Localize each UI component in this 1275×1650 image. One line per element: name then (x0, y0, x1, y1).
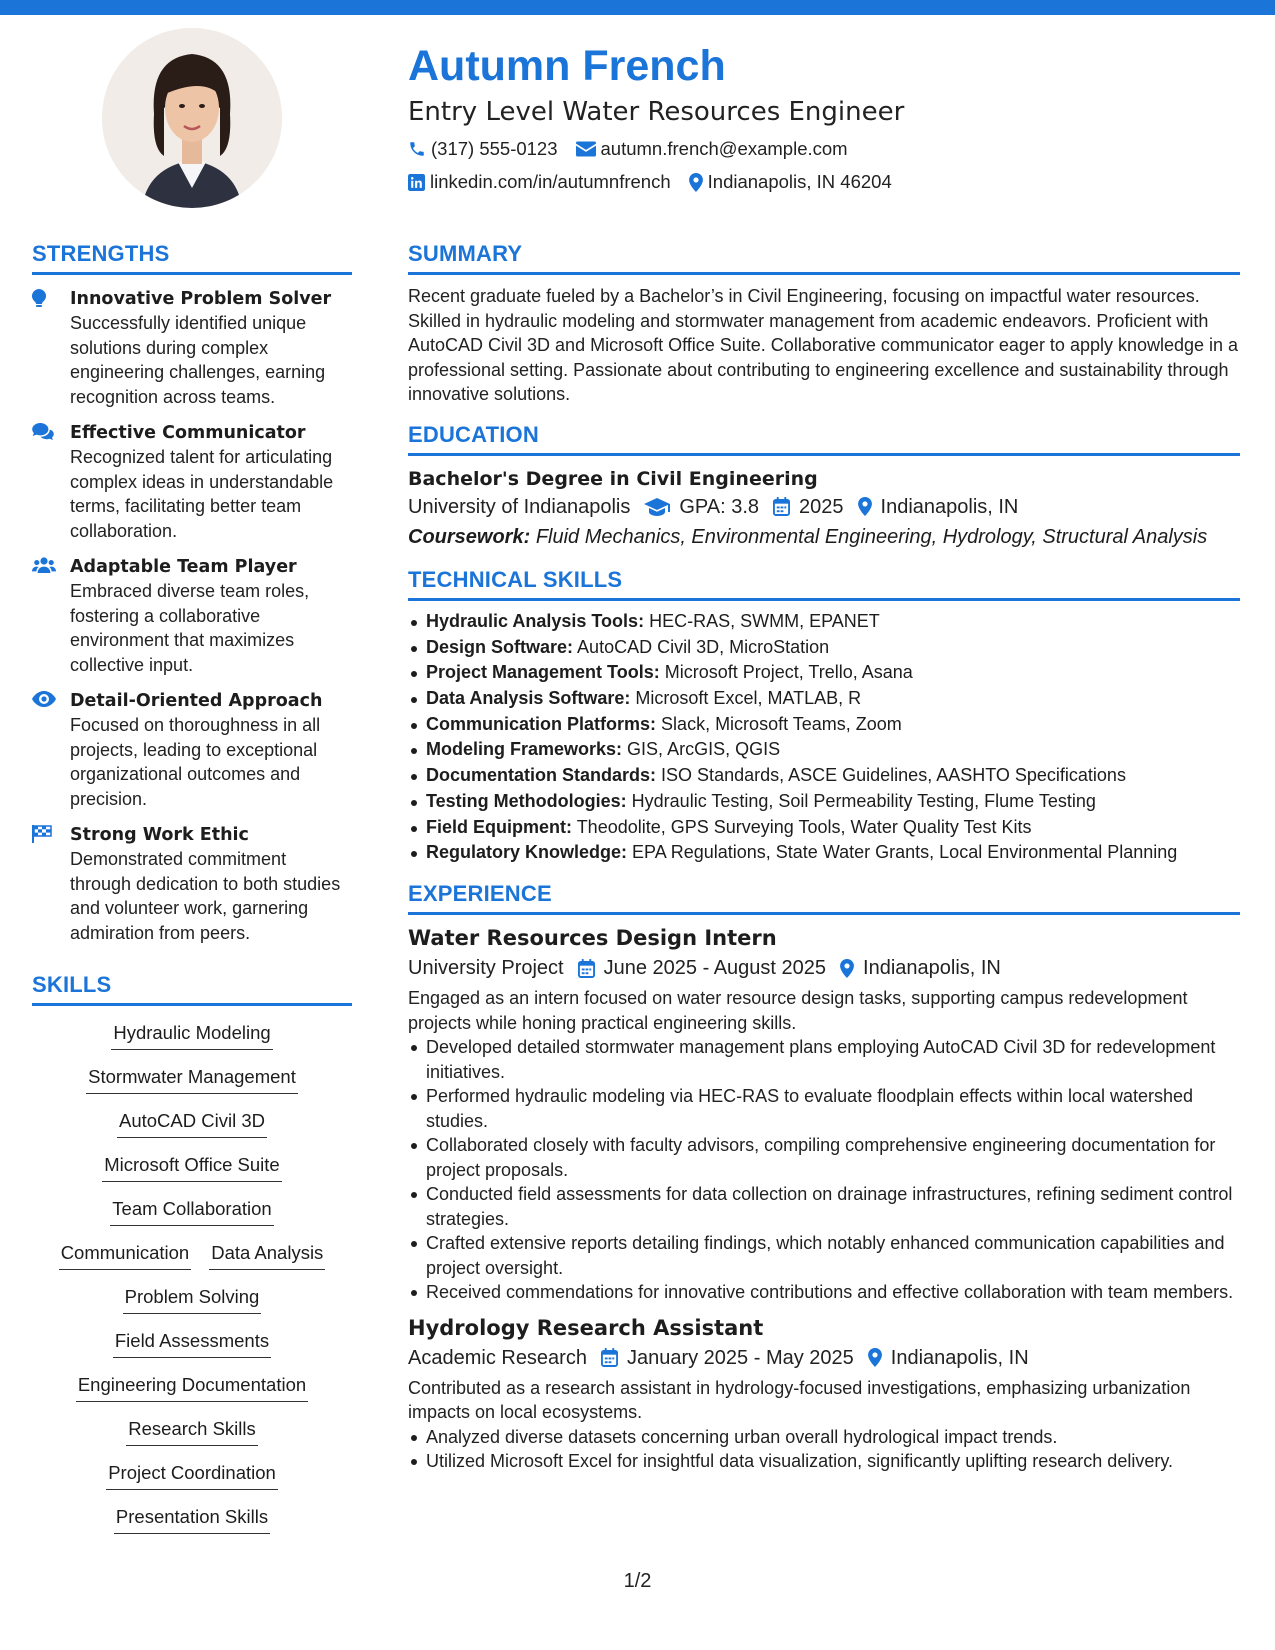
contact-row-1 (408, 136, 1248, 162)
tech-skill-value: AutoCAD Civil 3D, MicroStation (577, 636, 830, 657)
tech-skill-value: GIS, ArcGIS, QGIS (627, 739, 781, 760)
job-entry (408, 1313, 1240, 1474)
list-item (408, 815, 1240, 841)
coursework-text: Fluid Mechanics, Environmental Engineering, Hydrology, Structural Analysis (535, 525, 1208, 548)
education-degree: Bachelor's Degree in Civil Engineering (408, 467, 818, 490)
email-contact[interactable] (576, 138, 848, 160)
flag-checkered-icon (32, 825, 52, 843)
tech-skill-label: Design Software: (426, 636, 574, 657)
calendar-icon (601, 1348, 618, 1367)
education-location: Indianapolis, IN (880, 495, 1019, 518)
skill-tag: Presentation Skills (114, 1504, 270, 1534)
strength-title: Effective Communicator (70, 423, 306, 443)
list-item (408, 660, 1240, 686)
strength-desc: Recognized talent for articulating complex ideas in understandable terms, facilitating better team collaboration. (70, 447, 334, 541)
tech-skill-label: Documentation Standards: (426, 765, 657, 786)
education-meta (408, 492, 1240, 522)
tech-skill-label: Modeling Frameworks: (426, 739, 623, 760)
linkedin-contact[interactable] (408, 171, 671, 193)
skill-tag: Data Analysis (209, 1240, 325, 1270)
strength-item (32, 287, 352, 409)
map-marker-icon (689, 173, 703, 192)
coursework-label: Coursework: (408, 525, 531, 548)
tech-skill-value: Hydraulic Testing, Soil Permeability Testing, Flume Testing (631, 790, 1096, 811)
candidate-name: Autumn French (408, 42, 726, 90)
candidate-title: Entry Level Water Resources Engineer (408, 97, 905, 127)
list-item: Performed hydraulic modeling via HEC-RAS to evaluate floodplain effects within local watershed studies. (408, 1084, 1240, 1133)
job-bullets (408, 1425, 1240, 1474)
strength-desc: Demonstrated commitment through dedication to both studies and volunteer work, garnering admiration from peers. (70, 849, 341, 943)
skill-tag: AutoCAD Civil 3D (117, 1108, 267, 1138)
job-dates: June 2025 - August 2025 (603, 957, 827, 979)
map-marker-icon (840, 959, 854, 978)
graduation-cap-icon (644, 498, 670, 516)
strength-item (32, 421, 352, 543)
strength-item (32, 689, 352, 811)
strength-title: Innovative Problem Solver (70, 289, 332, 309)
list-item: Crafted extensive reports detailing findings, which notably enhanced communication capabilities and project oversight. (408, 1231, 1240, 1280)
education-heading: EDUCATION (408, 421, 1240, 456)
strength-desc: Embraced diverse team roles, fostering a collaborative environment that maximizes collective input. (70, 581, 310, 675)
top-accent-bar (0, 0, 1275, 15)
email-text: autumn.french@example.com (600, 138, 848, 159)
technical-skills-heading: TECHNICAL SKILLS (408, 566, 1240, 601)
phone-text: (317) 555-0123 (431, 138, 558, 159)
education-school: University of Indianapolis (408, 495, 631, 518)
list-item (408, 635, 1240, 661)
job-meta (408, 953, 1240, 983)
skill-tag: Engineering Documentation (76, 1372, 308, 1402)
job-org: University Project (408, 957, 564, 979)
skill-tag: Hydraulic Modeling (111, 1020, 272, 1050)
phone-icon (408, 140, 426, 158)
sidebar (32, 240, 352, 1538)
job-title: Water Resources Design Intern (408, 926, 777, 950)
job-location: Indianapolis, IN (890, 1346, 1029, 1369)
list-item (408, 737, 1240, 763)
comments-icon (32, 423, 54, 441)
map-marker-icon (858, 497, 872, 516)
tech-skill-value: ISO Standards, ASCE Guidelines, AASHTO Specifications (661, 765, 1126, 786)
lightbulb-icon (32, 289, 46, 309)
tech-skill-value: Microsoft Excel, MATLAB, R (635, 688, 862, 709)
strengths-heading: STRENGTHS (32, 240, 352, 275)
job-bullets (408, 1035, 1240, 1305)
job-description: Engaged as an intern focused on water resource design tasks, supporting campus redevelopment projects while honing practical engineering skills. (408, 988, 1188, 1033)
location-contact (689, 171, 892, 193)
contact-row-2 (408, 169, 1248, 195)
list-item: Utilized Microsoft Excel for insightful data visualization, significantly uplifting research delivery. (408, 1449, 1240, 1474)
strength-desc: Successfully identified unique solutions during complex engineering challenges, earning recognition across teams. (70, 313, 326, 407)
list-item (408, 789, 1240, 815)
skill-tag: Stormwater Management (86, 1064, 298, 1094)
technical-skills-list (408, 609, 1240, 866)
envelope-icon (576, 141, 596, 157)
tech-skill-value: HEC-RAS, SWMM, EPANET (649, 610, 880, 631)
profile-photo (102, 28, 282, 208)
tech-skill-label: Project Management Tools: (426, 662, 660, 683)
list-item (408, 840, 1240, 866)
education-year: 2025 (799, 495, 844, 518)
summary-heading: SUMMARY (408, 240, 1240, 275)
skill-tag: Communication (59, 1240, 192, 1270)
strength-title: Adaptable Team Player (70, 557, 297, 577)
list-item: Analyzed diverse datasets concerning urban overall hydrological impact trends. (408, 1425, 1240, 1450)
tech-skill-value: Microsoft Project, Trello, Asana (664, 662, 913, 683)
list-item (408, 712, 1240, 738)
skill-tag: Project Coordination (106, 1460, 278, 1490)
list-item: Developed detailed stormwater management plans employing AutoCAD Civil 3D for redevelopment initiatives. (408, 1035, 1240, 1084)
skill-tag: Microsoft Office Suite (102, 1152, 281, 1182)
tech-skill-label: Field Equipment: (426, 816, 572, 837)
education-gpa: GPA: 3.8 (679, 495, 760, 518)
skill-tag: Problem Solving (123, 1284, 262, 1314)
tech-skill-label: Data Analysis Software: (426, 688, 631, 709)
job-description: Contributed as a research assistant in hydrology-focused investigations, emphasizing urbanization impacts on local ecosystems. (408, 1377, 1191, 1422)
location-text: Indianapolis, IN 46204 (707, 171, 892, 192)
users-icon (32, 557, 56, 573)
experience-heading: EXPERIENCE (408, 880, 1240, 915)
skill-tag: Team Collaboration (110, 1196, 273, 1226)
calendar-icon (578, 959, 595, 978)
tech-skill-label: Communication Platforms: (426, 713, 657, 734)
calendar-icon (773, 497, 790, 516)
map-marker-icon (868, 1348, 882, 1367)
skill-tag: Research Skills (126, 1416, 258, 1446)
tech-skill-value: Theodolite, GPS Surveying Tools, Water Quality Test Kits (576, 816, 1032, 837)
linkedin-text: linkedin.com/in/autumnfrench (430, 171, 671, 192)
tech-skill-label: Testing Methodologies: (426, 790, 627, 811)
header (408, 40, 1248, 195)
strength-desc: Focused on thoroughness in all projects, leading to exceptional organizational outcomes and precision. (70, 715, 321, 809)
list-item: Received commendations for innovative contributions and effective collaboration with team members. (408, 1280, 1240, 1305)
strength-title: Detail-Oriented Approach (70, 691, 323, 711)
phone-contact[interactable] (408, 138, 558, 160)
skills-heading: SKILLS (32, 971, 352, 1006)
job-location: Indianapolis, IN (863, 957, 1001, 979)
linkedin-icon (408, 174, 425, 191)
job-entry (408, 923, 1240, 1305)
job-dates: January 2025 - May 2025 (626, 1346, 854, 1369)
job-meta (408, 1343, 1240, 1373)
skills-list (32, 1010, 352, 1538)
page-number: 1/2 (623, 1570, 652, 1592)
strength-item (32, 555, 352, 677)
strength-item (32, 823, 352, 945)
tech-skill-value: Slack, Microsoft Teams, Zoom (661, 713, 902, 734)
strength-title: Strong Work Ethic (70, 825, 249, 845)
list-item: Conducted field assessments for data collection on drainage infrastructures, refining sediment control strategies. (408, 1182, 1240, 1231)
eye-icon (32, 691, 56, 707)
list-item (408, 609, 1240, 635)
tech-skill-label: Regulatory Knowledge: (426, 842, 628, 863)
list-item: Collaborated closely with faculty advisors, compiling comprehensive engineering documentation for project proposals. (408, 1133, 1240, 1182)
coursework (408, 522, 1240, 552)
list-item (408, 763, 1240, 789)
tech-skill-value: EPA Regulations, State Water Grants, Local Environmental Planning (632, 842, 1178, 863)
tech-skill-label: Hydraulic Analysis Tools: (426, 610, 645, 631)
list-item (408, 686, 1240, 712)
job-title: Hydrology Research Assistant (408, 1315, 764, 1340)
job-org: Academic Research (408, 1346, 587, 1369)
summary-text: Recent graduate fueled by a Bachelor’s in Civil Engineering, focusing on impactful water resources. Skilled in hydraulic modeling and stormwater management from academic endeavors. Proficient with AutoCAD Civil 3D and Microsoft Office Suite. Collaborative communicator eager to apply knowledge in a professional setting. Passionate about contributing to engineering excellence and sustainability through innovative solutions. (408, 286, 1239, 405)
main-content (408, 240, 1240, 1474)
skill-tag: Field Assessments (113, 1328, 271, 1358)
